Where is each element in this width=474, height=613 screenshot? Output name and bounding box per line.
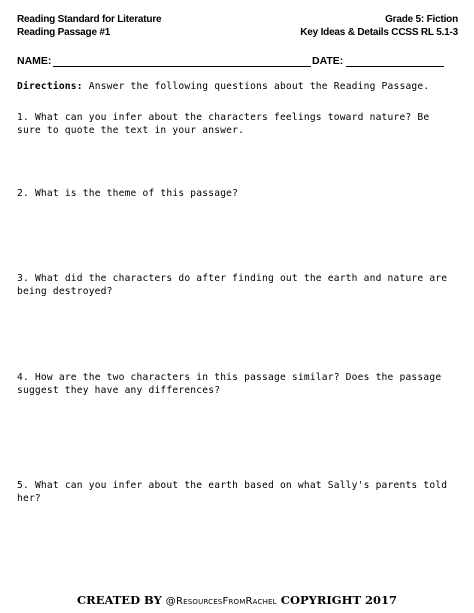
standards-code-label: Key Ideas & Details CCSS RL 5.1-3 — [300, 27, 458, 38]
passage-label: Reading Passage #1 — [17, 27, 111, 38]
date-field[interactable] — [346, 66, 444, 67]
footer-credit — [0, 593, 474, 607]
directions — [17, 80, 455, 93]
question-2 — [17, 187, 455, 200]
question-text: What can you infer about the earth based on what Sally's parents told her? — [17, 480, 448, 504]
question-text: What is the theme of this passage? — [34, 188, 239, 199]
author-handle: @ResourcesFromRachel — [165, 596, 277, 607]
standard-label: Reading Standard for Literature — [17, 14, 162, 25]
question-number: 3. — [17, 273, 29, 284]
created-by-label: CREATED BY — [76, 593, 162, 607]
name-field[interactable] — [53, 66, 311, 67]
question-1 — [17, 111, 455, 137]
directions-text: Answer the following questions about the Reading Passage. — [82, 81, 430, 92]
question-5 — [17, 479, 455, 505]
question-number: 2. — [17, 188, 29, 199]
question-text: What did the characters do after finding out the earth and nature are being destroyed? — [17, 273, 448, 297]
grade-label: Grade 5: Fiction — [385, 14, 458, 25]
question-text: What can you infer about the characters feelings toward nature? Be sure to quote the text in your answer. — [17, 112, 430, 136]
directions-label: Directions: — [17, 81, 83, 92]
question-text: How are the two characters in this passage similar? Does the passage suggest they have any differences? — [17, 372, 442, 396]
date-label: DATE: — [312, 55, 344, 67]
copyright-label: COPYRIGHT 2017 — [280, 593, 398, 607]
question-number: 1. — [17, 112, 29, 123]
question-3 — [17, 272, 455, 298]
name-label: NAME: — [17, 55, 52, 67]
question-4 — [17, 371, 455, 397]
question-number: 5. — [17, 480, 29, 491]
question-number: 4. — [17, 372, 29, 383]
